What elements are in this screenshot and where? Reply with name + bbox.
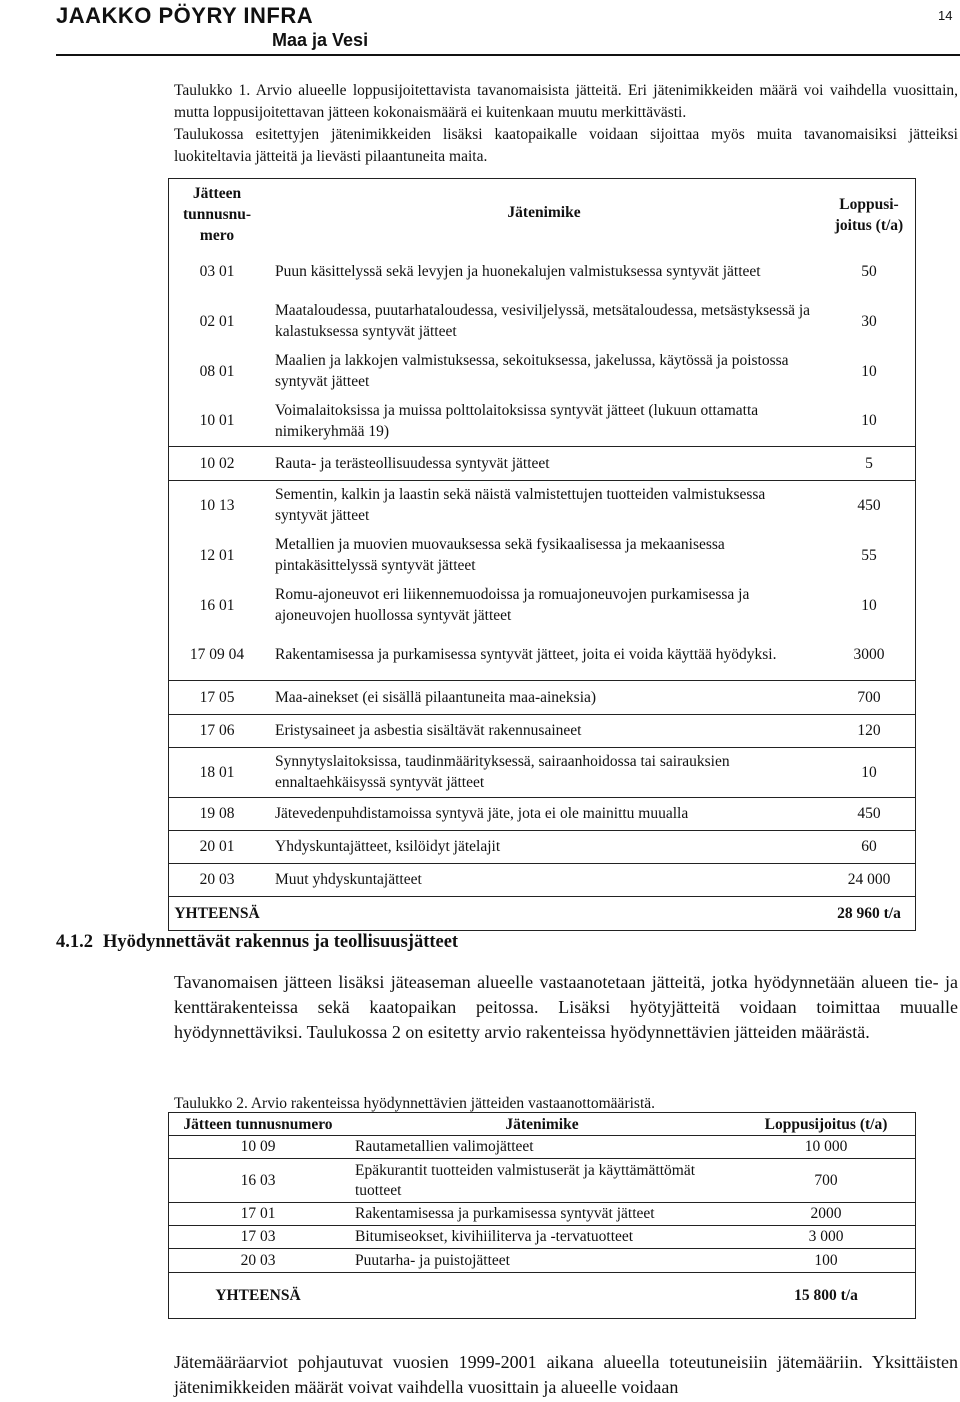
table-row xyxy=(169,1226,916,1249)
table-row xyxy=(169,1136,916,1159)
section-number: 4.1.2 xyxy=(56,932,93,952)
table-cell-code: 19 08 xyxy=(169,797,266,830)
table-row xyxy=(169,863,916,896)
table-row xyxy=(169,530,916,580)
table-cell-qty: 120 xyxy=(823,714,916,747)
table-cell-name: Muut yhdyskuntajätteet xyxy=(265,863,823,896)
table-cell-code: 10 09 xyxy=(169,1136,348,1159)
table-row xyxy=(169,714,916,747)
table-cell-code: 17 09 04 xyxy=(189,646,245,664)
table-cell-qty: 10 xyxy=(861,412,877,430)
table1-caption-note: Taulukossa esitettyjen jätenimikkeiden lisäksi kaatopaikalle voidaan sijoittaa myös muita tavanomaisiksi jätteiksi luokiteltavia jätteitä ja lievästi pilaantuneita maita. xyxy=(174,126,958,165)
header-divider xyxy=(56,54,960,56)
table1-total-spacer xyxy=(265,896,823,930)
table-cell-name: Eristysaineet ja asbestia sisältävät rakennusaineet xyxy=(265,714,823,747)
table-cell-name: Rautametallien valimojätteet xyxy=(347,1136,737,1159)
logo-division-name: Maa ja Vesi xyxy=(272,30,369,50)
page-number: 14 xyxy=(938,8,953,23)
closing-paragraph xyxy=(174,1350,958,1400)
table1-body xyxy=(169,246,916,930)
table-cell-qty: 50 xyxy=(861,262,877,280)
logo-company-name: JAAKKO PÖYRY INFRA xyxy=(56,3,314,28)
closing-paragraph-text: Jätemääräarviot pohjautuvat vuosien 1999-2001 aikana alueella toteutuneisiin jätemääriin. Yksittäisten jätenimikkeiden määrät voivat vaihdella vuosittain ja alueelle voidaan xyxy=(174,1352,958,1397)
table-cell-name: Maataloudessa, puutarhataloudessa, vesiviljelyssä, metsätaloudessa, metsästyksessä ja kalastuksessa syntyvät jätteet xyxy=(275,302,811,340)
table-cell-code: 18 01 xyxy=(169,747,266,797)
table-row xyxy=(169,446,916,480)
table-cell-qty: 2000 xyxy=(737,1203,916,1226)
table-cell-qty: 55 xyxy=(861,546,877,564)
table-cell-code: 20 03 xyxy=(169,863,266,896)
table-cell-code: 17 01 xyxy=(169,1203,348,1226)
table-cell-qty: 60 xyxy=(823,830,916,863)
table-cell-qty: 450 xyxy=(823,797,916,830)
table-cell-name: Rakentamisessa ja purkamisessa syntyvät jätteet xyxy=(347,1203,737,1226)
table-cell-code: 12 01 xyxy=(199,546,235,564)
table-cell-name: Voimalaitoksissa ja muissa polttolaitoksissa syntyvät jätteet (lukuun ottamatta nimikeryhmää 19) xyxy=(275,401,759,440)
table2-caption: Taulukko 2. Arvio rakenteissa hyödynnettävien jätteiden vastaanottomääristä. xyxy=(174,1095,655,1112)
table-row xyxy=(169,747,916,797)
table-cell-name: Rakentamisessa ja purkamisessa syntyvät jätteet, joita ei voida käyttää hyödyksi. xyxy=(275,646,777,664)
table-row xyxy=(169,296,916,346)
table1-total-value: 28 960 t/a xyxy=(823,896,916,930)
table-cell-qty: 700 xyxy=(737,1159,916,1203)
table2-total-row xyxy=(169,1273,916,1319)
table-row xyxy=(169,580,916,630)
table-cell-code: 20 03 xyxy=(169,1249,348,1273)
table-cell-qty: 3000 xyxy=(853,646,885,664)
table1-caption-text: Taulukko 1. Arvio alueelle loppusijoitettavista tavanomaisista jätteitä. Eri jätenimikkeiden määrä voi vaihdella vuosittain, mutta loppusijoitettavan jätteen kokonaismäärä ei kuitenkaan muutu merkittävästi. xyxy=(174,82,958,121)
table2-header-qty: Loppusijoitus (t/a) xyxy=(764,1116,888,1133)
table-cell-qty: 5 xyxy=(823,446,916,480)
table-cell-name: Synnytyslaitoksissa, taudinmäärityksessä, sairaanhoidossa tai sairauksien ennaltaehkäisyssä syntyvät jätteet xyxy=(265,747,823,797)
table2-total-label: YHTEENSÄ xyxy=(169,1273,348,1319)
table-cell-code: 20 01 xyxy=(169,830,266,863)
table-row xyxy=(169,396,916,446)
table-row xyxy=(169,1249,916,1273)
table2-header-row xyxy=(169,1113,916,1136)
table-cell-name: Puutarha- ja puistojätteet xyxy=(347,1249,737,1273)
table-cell-name: Metallien ja muovien muovauksessa sekä fysikaalisessa ja mekaanisessa pintakäsittelyssä syntyvät jätteet xyxy=(275,536,725,574)
table-cell-name: Romu-ajoneuvot eri liikennemuodoissa ja romuajoneuvojen purkamisessa ja ajoneuvojen huollossa syntyvät jätteet xyxy=(275,586,750,624)
table-cell-qty: 10 xyxy=(861,362,877,380)
table-cell-code: 17 06 xyxy=(169,714,266,747)
table2-total-value: 15 800 t/a xyxy=(737,1273,916,1319)
table-cell-qty: 700 xyxy=(823,680,916,714)
table-cell-name: Epäkurantit tuotteiden valmistuserät ja käyttämättömät tuotteet xyxy=(347,1159,737,1203)
table-row xyxy=(169,346,916,396)
company-logo xyxy=(56,4,368,50)
table-cell-name: Maa-ainekset (ei sisällä pilaantuneita maa-aineksia) xyxy=(265,680,823,714)
recovered-waste-table xyxy=(168,1112,916,1319)
table-cell-code: 02 01 xyxy=(199,312,235,330)
table1-header-qty: Loppusi-joitus (t/a) xyxy=(834,195,904,234)
table-cell-qty: 10 xyxy=(861,596,877,614)
table-cell-code: 17 03 xyxy=(169,1226,348,1249)
table-cell-name: Maalien ja lakkojen valmistuksessa, sekoituksessa, jakelussa, käytössä ja poistossa syntyvät jätteet xyxy=(275,352,789,390)
table-cell-code: 03 01 xyxy=(199,262,235,280)
table-cell-qty: 450 xyxy=(823,480,916,530)
table-cell-qty: 100 xyxy=(737,1249,916,1273)
table1-total-row xyxy=(169,896,916,930)
table-row xyxy=(169,630,916,680)
section-paragraph xyxy=(174,970,958,1045)
table2-header-name: Jätenimike xyxy=(505,1116,579,1133)
table-row xyxy=(169,1203,916,1226)
section-title: Hyödynnettävät rakennus ja teollisuusjätteet xyxy=(103,932,459,952)
table-cell-qty: 3 000 xyxy=(737,1226,916,1249)
table-cell-name: Jätevedenpuhdistamoissa syntyvä jäte, jota ei ole mainittu muualla xyxy=(265,797,823,830)
table-cell-code: 16 01 xyxy=(199,596,235,614)
table-cell-code: 10 01 xyxy=(199,412,235,430)
table1-caption xyxy=(174,80,958,168)
table-cell-code: 16 03 xyxy=(169,1159,348,1203)
table-cell-name: Yhdyskuntajätteet, ksilöidyt jätelajit xyxy=(265,830,823,863)
section-heading xyxy=(56,932,458,953)
section-paragraph-text: Tavanomaisen jätteen lisäksi jäteaseman alueelle vastaanotetaan jätteitä, jotka hyödynnetään alueen tie- ja kenttärakenteissa sekä kaatopaikan peitossa. Lisäksi hyötyjätteitä voidaan toimittaa muualle hyödynnettäviksi. Taulukossa 2 on esitetty arvio rakenteissa hyödynnettävien jätteiden määrästä. xyxy=(174,972,958,1042)
table-cell-qty: 24 000 xyxy=(823,863,916,896)
table2-body xyxy=(169,1136,916,1319)
table-cell-code: 10 02 xyxy=(169,446,266,480)
table-cell-name: Puun käsittelyssä sekä levyjen ja huonekalujen valmistuksessa syntyvät jätteet xyxy=(275,262,761,280)
table-cell-name: Bitumiseokset, kivihiiliterva ja -tervatuotteet xyxy=(347,1226,737,1249)
table-row xyxy=(169,1159,916,1203)
table-cell-code: 08 01 xyxy=(199,362,235,380)
table-cell-qty: 10 000 xyxy=(737,1136,916,1159)
table-cell-code: 10 13 xyxy=(169,480,266,530)
table-cell-qty: 30 xyxy=(861,312,877,330)
table2-total-spacer xyxy=(347,1273,737,1319)
table-row xyxy=(169,680,916,714)
table2-header-code: Jätteen tunnusnumero xyxy=(183,1116,333,1133)
table-cell-code: 17 05 xyxy=(169,680,266,714)
table-row xyxy=(169,480,916,530)
table1-header-row xyxy=(169,179,916,247)
table1-total-label: YHTEENSÄ xyxy=(169,896,266,930)
table-row xyxy=(169,797,916,830)
table1-header-name: Jätenimike xyxy=(507,204,581,221)
waste-disposal-table xyxy=(168,178,916,931)
table-cell-name: Rauta- ja terästeollisuudessa syntyvät jätteet xyxy=(265,446,823,480)
table-row xyxy=(169,246,916,296)
table-cell-qty: 10 xyxy=(823,747,916,797)
table1-header-code: Jätteen tunnusnu-mero xyxy=(182,185,252,244)
table-row xyxy=(169,830,916,863)
table-cell-name: Sementin, kalkin ja laastin sekä näistä valmistettujen tuotteiden valmistuksessa syntyvät jätteet xyxy=(265,480,823,530)
